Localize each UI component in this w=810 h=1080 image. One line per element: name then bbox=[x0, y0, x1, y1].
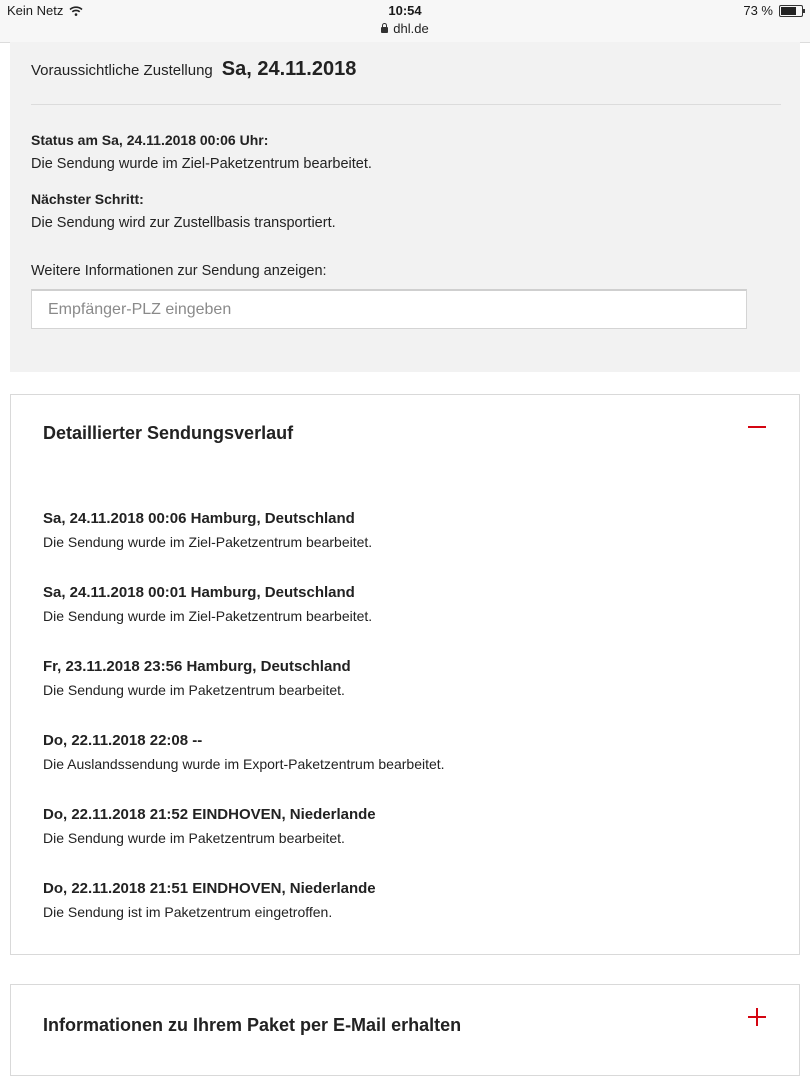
history-event bbox=[43, 510, 372, 550]
email-card-title[interactable]: Informationen zu Ihrem Paket per E-Mail erhalten bbox=[43, 1015, 462, 1035]
event-description: Die Auslandssendung wurde im Export-Paketzentrum bearbeitet. bbox=[43, 756, 445, 772]
history-title[interactable]: Detaillierter Sendungsverlauf bbox=[43, 423, 294, 443]
url-text: dhl.de bbox=[393, 21, 429, 36]
collapse-icon[interactable] bbox=[747, 417, 767, 437]
event-description: Die Sendung wurde im Paketzentrum bearbeitet. bbox=[43, 682, 345, 698]
event-heading: Do, 22.11.2018 21:51 EINDHOVEN, Niederlande bbox=[43, 880, 376, 897]
battery-area bbox=[743, 3, 803, 18]
next-step-text: Die Sendung wird zur Zustellbasis transportiert. bbox=[31, 215, 336, 231]
history-event bbox=[43, 806, 376, 846]
email-notification-card bbox=[10, 984, 800, 1076]
history-event bbox=[43, 880, 376, 920]
clock: 10:54 bbox=[388, 3, 422, 18]
expected-delivery-date: Sa, 24.11.2018 bbox=[221, 58, 357, 80]
recipient-plz-input[interactable] bbox=[31, 289, 747, 329]
history-event bbox=[43, 658, 351, 698]
shipment-status-panel bbox=[10, 42, 800, 372]
event-heading: Sa, 24.11.2018 00:01 Hamburg, Deutschland bbox=[43, 584, 355, 601]
battery-percent: 73 % bbox=[743, 3, 773, 18]
status-bar bbox=[0, 0, 810, 43]
history-event bbox=[43, 732, 445, 772]
lock-icon bbox=[381, 27, 388, 33]
address-bar[interactable] bbox=[0, 21, 810, 36]
battery-fill bbox=[781, 7, 796, 15]
event-description: Die Sendung wurde im Paketzentrum bearbeitet. bbox=[43, 830, 345, 846]
expected-delivery bbox=[31, 58, 356, 81]
event-description: Die Sendung ist im Paketzentrum eingetroffen. bbox=[43, 904, 333, 920]
event-description: Die Sendung wurde im Ziel-Paketzentrum bearbeitet. bbox=[43, 608, 373, 624]
event-heading: Fr, 23.11.2018 23:56 Hamburg, Deutschland bbox=[43, 658, 351, 675]
next-step-label: Nächster Schritt: bbox=[31, 191, 144, 207]
battery-icon bbox=[779, 5, 803, 17]
event-heading: Do, 22.11.2018 22:08 -- bbox=[43, 732, 203, 749]
expected-delivery-label: Voraussichtliche Zustellung bbox=[31, 62, 213, 79]
shipment-history-card bbox=[10, 394, 800, 955]
expand-icon[interactable] bbox=[747, 1007, 767, 1027]
event-description: Die Sendung wurde im Ziel-Paketzentrum bearbeitet. bbox=[43, 534, 373, 550]
carrier-label: Kein Netz bbox=[7, 3, 64, 18]
divider bbox=[31, 104, 781, 105]
history-event bbox=[43, 584, 372, 624]
more-info-label: Weitere Informationen zur Sendung anzeigen: bbox=[31, 263, 327, 279]
event-heading: Sa, 24.11.2018 00:06 Hamburg, Deutschland bbox=[43, 510, 355, 527]
status-text: Die Sendung wurde im Ziel-Paketzentrum bearbeitet. bbox=[31, 156, 372, 172]
status-label: Status am Sa, 24.11.2018 00:06 Uhr: bbox=[31, 132, 269, 148]
event-heading: Do, 22.11.2018 21:52 EINDHOVEN, Niederlande bbox=[43, 806, 376, 823]
